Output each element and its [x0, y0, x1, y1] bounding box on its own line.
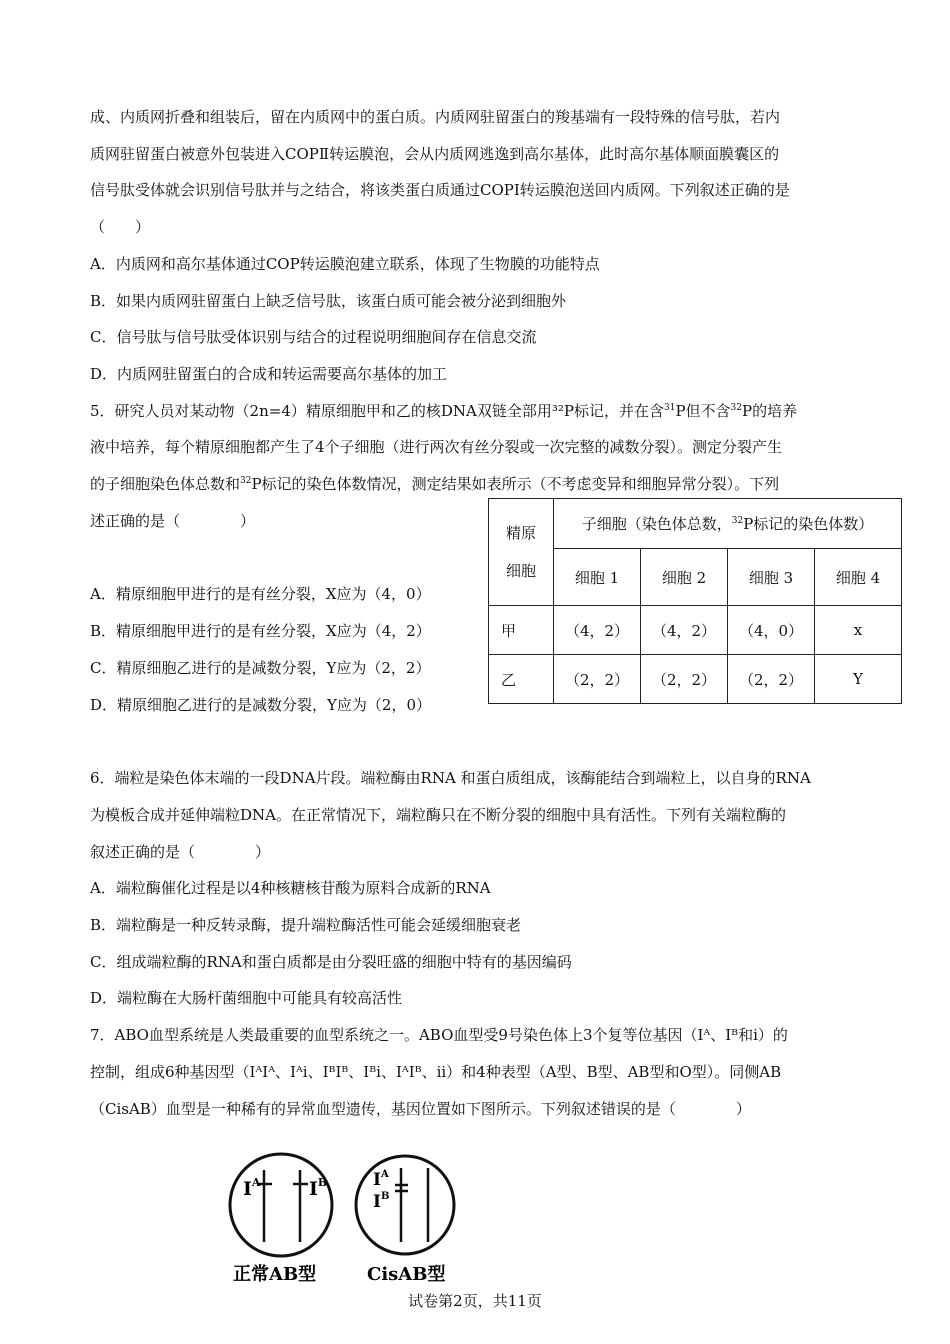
- table-row: [489, 655, 902, 704]
- q4-stem-line-2: 质网驻留蛋白被意外包装进入COPⅡ转运膜泡，会从内质网逃逸到高尔基体，此时高尔基体顺面膜囊区的: [90, 145, 780, 163]
- gene-label-ia: $I^A$: [243, 1176, 261, 1200]
- table-cell: （2，2）: [554, 655, 641, 704]
- q4-stem-line-1: 成、内质网折叠和组装后，留在内质网中的蛋白质。内质网驻留蛋白的羧基端有一段特殊的信号肽，若内: [90, 108, 781, 126]
- chromosome-figure: [220, 1140, 480, 1290]
- q6-stem-line-2: 为模板合成并延伸端粒DNA。在正常情况下，端粒酶只在不断分裂的细胞中具有活性。下列有关端粒酶的: [90, 806, 786, 824]
- cis-ab-diagram: [356, 1156, 454, 1254]
- table-cell: （4，2）: [641, 606, 728, 655]
- table-cell: Y: [815, 655, 902, 704]
- q5-stem-line-4: 述正确的是（ ）: [90, 512, 256, 530]
- table-corner-header: 精原 细胞: [489, 499, 554, 606]
- table-row-label: 乙: [489, 655, 554, 704]
- label-cis-ab: CisAB型: [367, 1264, 446, 1285]
- gene-label-ia: $I^A$: [373, 1169, 389, 1190]
- label-normal-ab: 正常AB型: [233, 1264, 317, 1285]
- q4-stem-line-3: 信号肽受体就会识别信号肽并与之结合，将该类蛋白质通过COPI转运膜泡送回内质网。下列叙述正确的是: [90, 181, 790, 199]
- table-cell: （2，2）: [641, 655, 728, 704]
- q5-results-table: [488, 498, 902, 704]
- q5-stem-line-1: 5．研究人员对某动物（2n=4）精原细胞甲和乙的核DNA双链全部用³²P标记，并在含$^{31}$P但不含$^{32}$P的培养: [90, 402, 798, 420]
- q7-stem-line-1: 7．ABO血型系统是人类最重要的血型系统之一。ABO血型受9号染色体上3个复等位基因（Iᴬ、Iᴮ和i）的: [90, 1026, 788, 1044]
- q5-stem-line-3: 的子细胞染色体总数和$^{32}$P标记的染色体数情况，测定结果如表所示（不考虑变异和细胞异常分裂）。下列: [90, 475, 780, 493]
- table-cell: （2，2）: [728, 655, 815, 704]
- table-cell: x: [815, 606, 902, 655]
- q4-option-d: D．内质网驻留蛋白的合成和转运需要高尔基体的加工: [90, 365, 448, 383]
- q5-option-b: B．精原细胞甲进行的是有丝分裂，X应为（4，2）: [90, 622, 431, 640]
- table-col-header: 细胞 2: [641, 549, 728, 606]
- q6-stem-line-1: 6．端粒是染色体末端的一段DNA片段。端粒酶由RNA 和蛋白质组成，该酶能结合到端粒上，以自身的RNA: [90, 769, 811, 787]
- q4-stem-line-4: （ ）: [90, 218, 151, 236]
- q6-option-d: D．端粒酶在大肠杆菌细胞中可能具有较高活性: [90, 989, 403, 1007]
- q5-option-c: C．精原细胞乙进行的是减数分裂，Y应为（2，2）: [90, 659, 431, 677]
- gene-label-ib: $I^B$: [309, 1176, 328, 1200]
- q6-option-a: A．端粒酶催化过程是以4种核糖核苷酸为原料合成新的RNA: [90, 879, 491, 897]
- q4-option-c: C．信号肽与信号肽受体识别与结合的过程说明细胞间存在信息交流: [90, 328, 537, 346]
- q7-stem-line-3: （CisAB）血型是一种稀有的异常血型遗传，基因位置如下图所示。下列叙述错误的是（ ）: [90, 1100, 751, 1118]
- q4-option-a: A．内质网和高尔基体通过COP转运膜泡建立联系，体现了生物膜的功能特点: [90, 255, 600, 273]
- q4-option-b: B．如果内质网驻留蛋白上缺乏信号肽，该蛋白质可能会被分泌到细胞外: [90, 292, 567, 310]
- page-footer: 试卷第2页，共11页: [408, 1292, 542, 1310]
- q5-option-a: A．精原细胞甲进行的是有丝分裂，X应为（4，0）: [90, 585, 431, 603]
- q6-stem-line-3: 叙述正确的是（ ）: [90, 843, 271, 861]
- table-col-header: 细胞 3: [728, 549, 815, 606]
- table-col-header: 细胞 4: [815, 549, 902, 606]
- table-row: [489, 606, 902, 655]
- table-cell: （4，2）: [554, 606, 641, 655]
- cell-circle-cis: [356, 1156, 454, 1254]
- table-group-header: 子细胞（染色体总数，$^{32}$P标记的染色体数）: [554, 499, 902, 549]
- gene-label-ib: $I^B$: [373, 1191, 390, 1212]
- q5-option-d: D．精原细胞乙进行的是减数分裂，Y应为（2，0）: [90, 696, 432, 714]
- q6-option-b: B．端粒酶是一种反转录酶，提升端粒酶活性可能会延缓细胞衰老: [90, 916, 522, 934]
- q7-stem-line-2: 控制，组成6种基因型（IᴬIᴬ、Iᴬi、IᴮIᴮ、Iᴮi、IᴬIᴮ、ii）和4种表型（A型、B型、AB型和O型）。同侧AB: [90, 1063, 782, 1081]
- table-cell: （4，0）: [728, 606, 815, 655]
- q6-option-c: C．组成端粒酶的RNA和蛋白质都是由分裂旺盛的细胞中特有的基因编码: [90, 953, 572, 971]
- q5-stem-line-2: 液中培养，每个精原细胞都产生了4个子细胞（进行两次有丝分裂或一次完整的减数分裂）。测定分裂产生: [90, 438, 783, 456]
- table-col-header: 细胞 1: [554, 549, 641, 606]
- normal-ab-diagram: [230, 1154, 332, 1256]
- cell-circle-normal: [230, 1154, 332, 1256]
- table-row-label: 甲: [489, 606, 554, 655]
